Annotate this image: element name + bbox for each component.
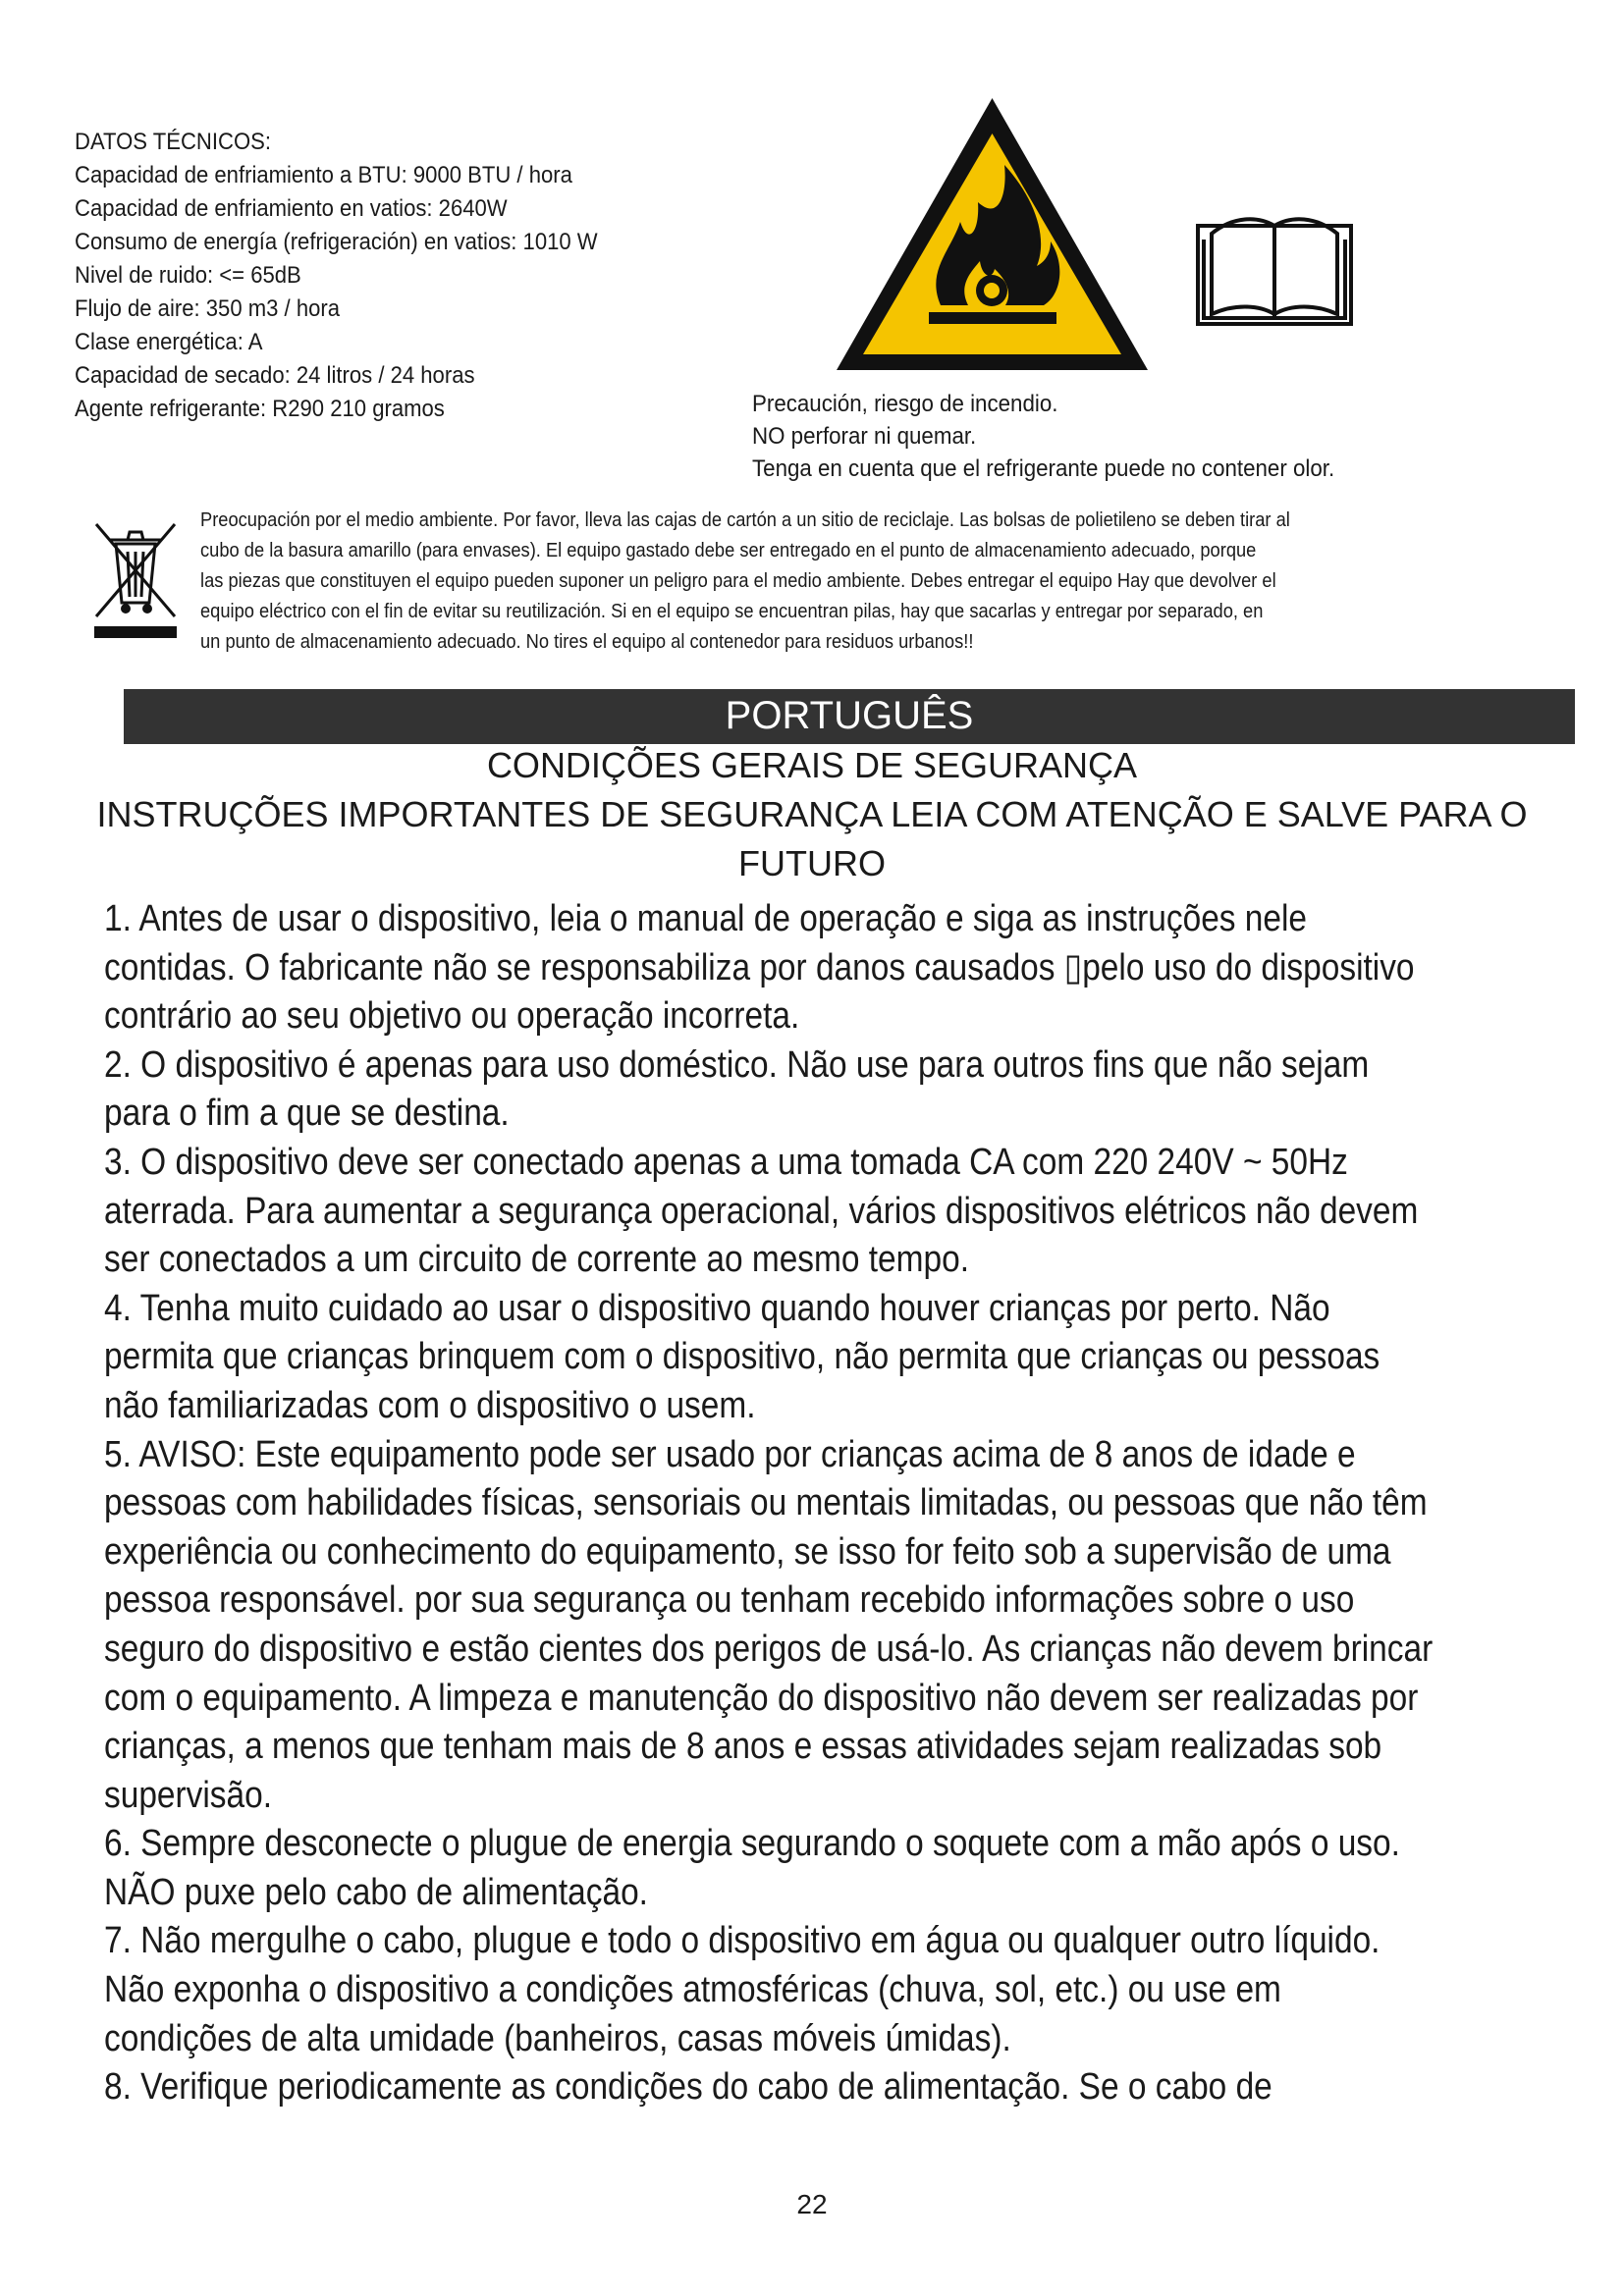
body-line: 4. Tenha muito cuidado ao usar o dispositivo quando houver crianças por perto. Não <box>104 1287 1330 1329</box>
language-banner: PORTUGUÊS <box>124 689 1575 744</box>
tech-line: Capacidad de enfriamiento en vatios: 2640W <box>75 195 508 222</box>
body-line: 1. Antes de usar o dispositivo, leia o manual de operação e siga as instruções nele <box>104 898 1308 939</box>
page-number: 22 <box>796 2189 828 2219</box>
body-line: 2. O dispositivo é apenas para uso doméstico. Não use para outros fins que não sejam <box>104 1043 1370 1086</box>
body-line: 7. Não mergulhe o cabo, plugue e todo o dispositivo em água ou qualquer outro líquido. <box>104 1920 1380 1962</box>
eco-line: equipo eléctrico con el fin de evitar su reutilización. Si en el equipo se encuentran pilas, hay que sacarlas y entregar por separado, en <box>200 601 1264 622</box>
body-line: aterrada. Para aumentar a segurança operacional, vários dispositivos elétricos não devem <box>104 1190 1419 1232</box>
eco-line: las piezas que constituyen el equipo pueden suponer un peligro para el medio ambiente. Debes entregar el equipo Hay que devolver el <box>200 570 1276 592</box>
section-subheading-continued: FUTURO <box>738 843 886 883</box>
tech-line: Consumo de energía (refrigeración) en vatios: 1010 W <box>75 229 598 255</box>
tech-line: Agente refrigerante: R290 210 gramos <box>75 396 445 422</box>
body-line: crianças, a menos que tenham mais de 8 anos e essas atividades sejam realizadas sob <box>104 1726 1382 1768</box>
eco-line: cubo de la basura amarillo (para envases). El equipo gastado debe ser entregado en el punto de almacenamiento adecuado, porque <box>200 540 1257 561</box>
safety-instructions <box>104 895 1577 2112</box>
tech-line: DATOS TÉCNICOS: <box>75 129 271 155</box>
tech-line: Clase energética: A <box>75 329 263 355</box>
caution-line: NO perforar ni quemar. <box>752 423 977 450</box>
body-line: Não exponha o dispositivo a condições atmosféricas (chuva, sol, etc.) ou use em <box>104 1969 1281 2011</box>
crossed-out-bin-icon <box>92 518 179 640</box>
body-line: contidas. O fabricante não se responsabiliza por danos causados ▯pelo uso do dispositivo <box>104 946 1415 988</box>
body-line: seguro do dispositivo e estão cientes dos perigos de usá-lo. As crianças não devem brincar <box>104 1628 1434 1670</box>
caution-line: Precaución, riesgo de incendio. <box>752 391 1058 417</box>
body-line: 8. Verifique periodicamente as condições do cabo de alimentação. Se o cabo de <box>104 2066 1272 2109</box>
section-heading: CONDIÇÕES GERAIS DE SEGURANÇA <box>486 745 1138 785</box>
body-line: para o fim a que se destina. <box>104 1093 510 1135</box>
eco-line: un punto de almacenamiento adecuado. No tires el equipo al contenedor para residuos urbanos!! <box>200 631 974 653</box>
tech-line: Nivel de ruido: <= 65dB <box>75 262 301 289</box>
body-line: condições de alta umidade (banheiros, casas móveis úmidas). <box>104 2017 1011 2059</box>
flammable-warning-icon <box>833 94 1152 374</box>
tech-line: Capacidad de enfriamiento a BTU: 9000 BTU / hora <box>75 162 572 188</box>
body-line: contrário ao seu objetivo ou operação incorreta. <box>104 995 800 1038</box>
body-line: NÃO puxe pelo cabo de alimentação. <box>104 1871 648 1913</box>
caution-text <box>752 388 1597 485</box>
section-subheading: INSTRUÇÕES IMPORTANTES DE SEGURANÇA LEIA COM ATENÇÃO E SALVE PARA O <box>96 794 1528 834</box>
body-line: supervisão. <box>104 1774 273 1816</box>
body-line: pessoas com habilidades físicas, sensoriais ou mentais limitadas, ou pessoas que não têm <box>104 1482 1428 1524</box>
body-line: permita que crianças brinquem com o dispositivo, não permita que crianças ou pessoas <box>104 1336 1380 1378</box>
read-manual-icon <box>1194 204 1355 328</box>
environmental-notice <box>200 506 1516 658</box>
body-line: 6. Sempre desconecte o plugue de energia segurando o soquete com a mão após o uso. <box>104 1823 1400 1865</box>
technical-data <box>75 126 742 426</box>
body-line: 5. AVISO: Este equipamento pode ser usado por crianças acima de 8 anos de idade e <box>104 1433 1356 1475</box>
body-line: não familiarizadas com o dispositivo o usem. <box>104 1384 756 1426</box>
eco-line: Preocupación por el medio ambiente. Por favor, lleva las cajas de cartón a un sitio de reciclaje. Las bolsas de polietileno se deben tirar al <box>200 509 1290 531</box>
tech-line: Capacidad de secado: 24 litros / 24 horas <box>75 362 475 389</box>
tech-line: Flujo de aire: 350 m3 / hora <box>75 295 341 322</box>
body-line: pessoa responsável. por sua segurança ou tenham recebido informações sobre o uso <box>104 1579 1355 1622</box>
body-line: com o equipamento. A limpeza e manutenção do dispositivo não devem ser realizadas por <box>104 1677 1419 1719</box>
body-line: experiência ou conhecimento do equipamento, se isso for feito sob a supervisão de uma <box>104 1530 1391 1573</box>
body-line: 3. O dispositivo deve ser conectado apenas a uma tomada CA com 220 240V ~ 50Hz <box>104 1141 1348 1183</box>
body-line: ser conectados a um circuito de corrente ao mesmo tempo. <box>104 1239 970 1281</box>
caution-line: Tenga en cuenta que el refrigerante puede no contener olor. <box>752 455 1335 482</box>
